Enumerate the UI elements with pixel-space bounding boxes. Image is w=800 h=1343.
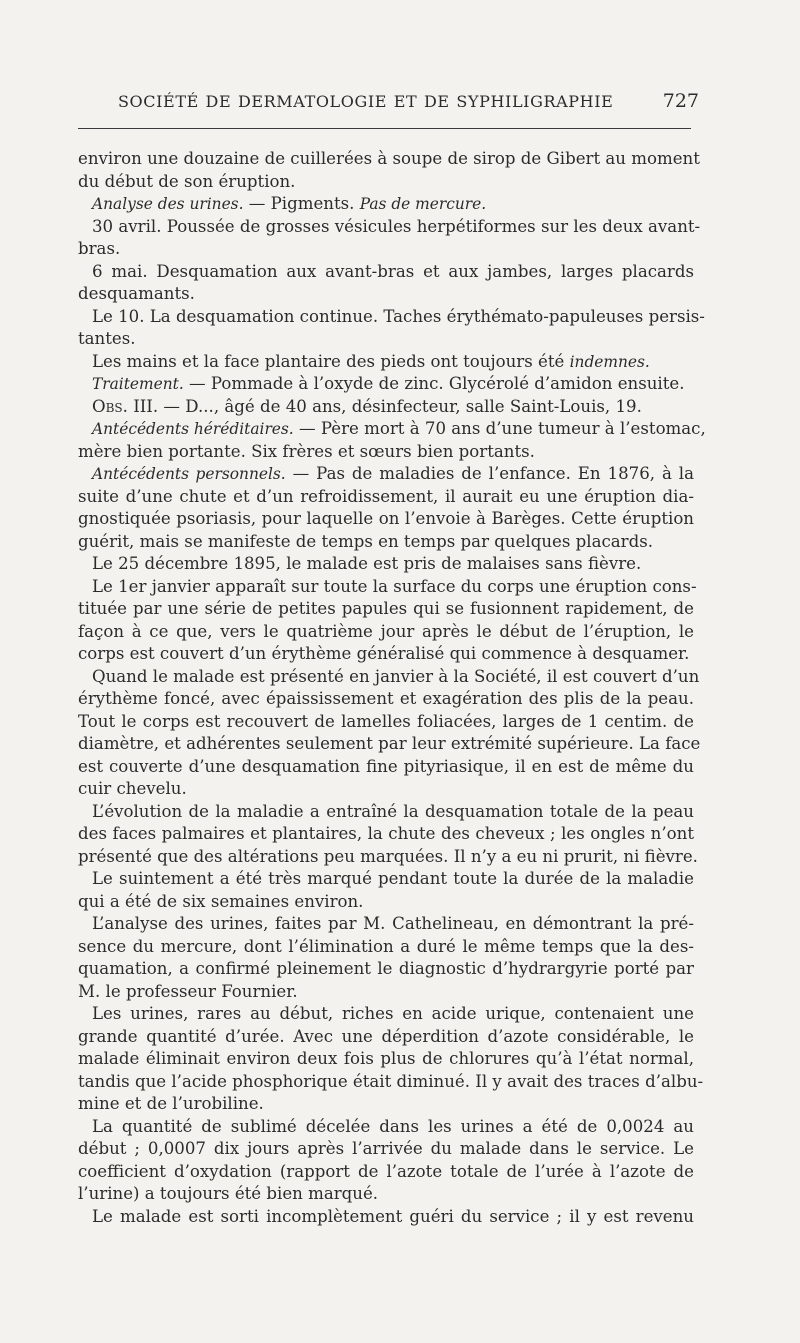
text-run: 6 mai. Desquamation aux avant-bras et aux jambes, larges placards <box>92 261 694 281</box>
text-line <box>78 328 694 351</box>
text-run: quamation, a confirmé pleinement le diagnostic d’hydrargyrie porté par <box>78 959 694 978</box>
text-line <box>78 463 694 486</box>
page-number: 727 <box>662 90 699 112</box>
text-run: Le 10. La desquamation continue. Taches érythémato-papuleuses persis- <box>92 306 705 326</box>
text-run: 30 avril. Poussée de grosses vésicules herpétiformes sur les deux avant- <box>92 216 701 236</box>
running-title: SOCIÉTÉ DE DERMATOLOGIE ET DE SYPHILIGRAPHIE <box>118 92 614 111</box>
running-header <box>118 88 699 116</box>
text-run: La quantité de sublimé décelée dans les urines a été de 0,0024 au <box>92 1116 694 1136</box>
text-line <box>78 801 694 824</box>
text-line <box>78 643 694 666</box>
text-run: présenté que des altérations peu marquées. Il n’y a eu ni prurit, ni fièvre. <box>78 846 698 866</box>
text-run: qui a été de six semaines environ. <box>78 891 364 911</box>
text-line <box>78 148 700 171</box>
text-run: L’évolution de la maladie a entraîné la desquamation totale de la peau <box>92 801 694 821</box>
text-run: est couverte d’une desquamation fine pityriasique, il en est de même du <box>78 756 694 776</box>
text-line <box>78 486 694 509</box>
text-line <box>78 958 694 981</box>
body-text <box>78 148 706 1228</box>
text-run: façon à ce que, vers le quatrième jour après le début de l’éruption, le <box>78 621 694 641</box>
text-line <box>78 351 694 374</box>
text-line <box>78 1093 694 1116</box>
text-run: Le 1er janvier apparaît sur toute la surface du corps une éruption cons- <box>92 576 697 596</box>
text-run: mère bien portante. Six frères et sœurs bien portants. <box>78 441 535 461</box>
text-line <box>78 913 694 936</box>
text-run: Le 25 décembre 1895, le malade est pris de malaises sans fièvre. <box>92 554 642 573</box>
text-line <box>78 1071 704 1094</box>
text-run: — Père mort à 70 ans d’une tumeur à l’estomac, <box>293 419 706 438</box>
text-line <box>78 238 694 261</box>
text-line <box>78 1048 694 1071</box>
text-line <box>78 936 694 959</box>
text-run: cuir chevelu. <box>78 779 187 798</box>
text-line <box>78 756 694 779</box>
text-run: III. — D..., âgé de 40 ans, désinfecteur, salle Saint-Louis, 19. <box>127 396 642 416</box>
text-run: du début de son éruption. <box>78 171 296 191</box>
text-line <box>78 171 694 194</box>
text-run: M. le professeur Fournier. <box>78 981 298 1001</box>
text-run: Les mains et la face plantaire des pieds ont toujours été <box>92 351 570 371</box>
text-run: desquamants. <box>78 284 195 303</box>
italic-run: indemnes. <box>569 352 650 371</box>
italic-run: Traitement. <box>92 375 184 393</box>
italic-run: Pas de mercure. <box>359 195 487 213</box>
text-line <box>78 508 694 531</box>
text-line <box>78 733 701 756</box>
text-line <box>78 283 694 306</box>
text-line <box>78 1138 694 1161</box>
text-run: Le malade est sorti incomplètement guéri du service ; il y est revenu <box>92 1206 694 1226</box>
text-line <box>78 711 694 734</box>
text-line <box>78 621 694 644</box>
text-run: guérit, mais se manifeste de temps en temps par quelques placards. <box>78 531 653 551</box>
text-line <box>78 396 694 419</box>
italic-run: Antécédents héréditaires. <box>92 420 294 438</box>
text-line <box>78 216 701 239</box>
text-line <box>78 576 697 599</box>
text-run: bras. <box>78 239 121 258</box>
italic-run: Analyse des urines. <box>92 195 244 213</box>
text-line <box>78 441 694 464</box>
text-line <box>78 418 706 441</box>
text-run: début ; 0,0007 dix jours après l’arrivée du malade dans le service. Le <box>78 1139 694 1158</box>
text-run: malade éliminait environ deux fois plus de chlorures qu’à l’état normal, <box>78 1049 694 1068</box>
text-line <box>78 553 694 576</box>
text-run: tantes. <box>78 329 136 348</box>
text-run: diamètre, et adhérentes seulement par leur extrémité supérieure. La face <box>78 734 701 753</box>
text-run: tituée par une série de petites papules qui se fusionnent rapidement, de <box>78 599 694 618</box>
text-run: environ une douzaine de cuillerées à soupe de sirop de Gibert au moment <box>78 149 700 168</box>
text-line <box>78 1026 694 1049</box>
text-line <box>78 1003 694 1026</box>
text-line <box>78 1116 694 1139</box>
text-line <box>78 1206 694 1229</box>
text-line <box>78 868 694 891</box>
text-run: Tout le corps est recouvert de lamelles foliacées, larges de 1 centim. de <box>78 711 694 731</box>
text-line <box>78 891 694 914</box>
italic-run: Antécédents personnels. <box>92 465 286 483</box>
text-run: suite d’une chute et d’un refroidissement, il aurait eu une éruption dia- <box>78 486 694 506</box>
text-line <box>78 666 700 689</box>
text-run: — Pommade à l’oxyde de zinc. Glycérolé d’amidon ensuite. <box>183 374 685 393</box>
text-run: — Pigments. <box>243 194 360 213</box>
text-run: corps est couvert d’un érythème généralisé qui commence à desquamer. <box>78 644 690 663</box>
text-line <box>78 778 694 801</box>
text-line <box>78 598 694 621</box>
text-line <box>78 193 694 216</box>
text-line <box>78 981 694 1004</box>
text-line <box>78 306 705 329</box>
small-caps-run: Obs. <box>92 396 128 416</box>
text-line <box>78 373 694 396</box>
text-line <box>78 823 694 846</box>
text-run: tandis que l’acide phosphorique était diminué. Il y avait des traces d’albu- <box>78 1071 704 1091</box>
text-line <box>78 846 698 869</box>
text-run: L’analyse des urines, faites par M. Cathelineau, en démontrant la pré- <box>92 914 694 933</box>
text-run: Quand le malade est présenté en janvier à la Société, il est couvert d’un <box>92 666 700 686</box>
text-line <box>78 531 694 554</box>
text-run: coefficient d’oxydation (rapport de l’azote totale de l’urée à l’azote de <box>78 1161 694 1181</box>
text-run: grande quantité d’urée. Avec une déperdition d’azote considérable, le <box>78 1026 694 1046</box>
text-run: mine et de l’urobiline. <box>78 1094 264 1113</box>
text-run: Les urines, rares au début, riches en acide urique, contenaient une <box>92 1004 694 1023</box>
text-run: — Pas de maladies de l’enfance. En 1876, à la <box>285 464 694 483</box>
text-line <box>78 1161 694 1184</box>
text-line <box>78 1183 694 1206</box>
text-run: gnostiquée psoriasis, pour laquelle on l’envoie à Barèges. Cette éruption <box>78 509 694 528</box>
text-run: sence du mercure, dont l’élimination a duré le même temps que la des- <box>78 936 694 956</box>
text-run: érythème foncé, avec épaississement et exagération des plis de la peau. <box>78 689 694 708</box>
text-line <box>78 261 694 284</box>
text-line <box>78 688 694 711</box>
text-run: Le suintement a été très marqué pendant toute la durée de la maladie <box>92 869 694 888</box>
text-run: l’urine) a toujours été bien marqué. <box>78 1184 379 1203</box>
text-run: des faces palmaires et plantaires, la chute des cheveux ; les ongles n’ont <box>78 824 694 843</box>
header-rule <box>78 128 691 129</box>
